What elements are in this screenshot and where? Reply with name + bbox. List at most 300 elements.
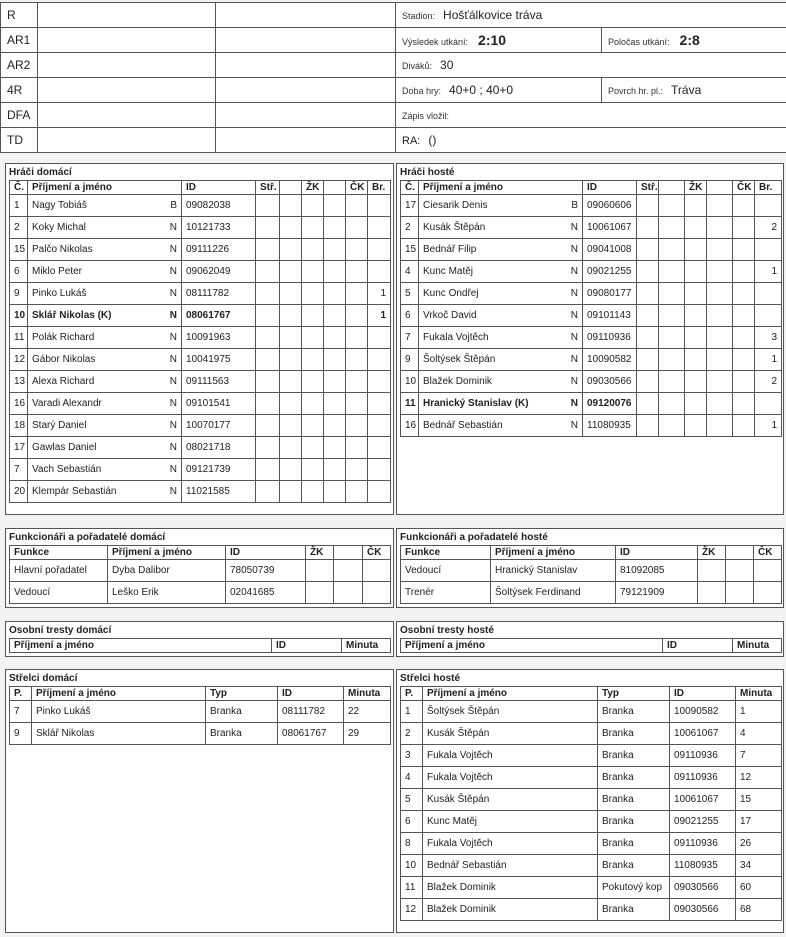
- player-id: 09101143: [583, 305, 637, 327]
- player-name-cell: [28, 415, 182, 437]
- players-away-rows: [401, 195, 782, 437]
- player-position: N: [169, 266, 177, 277]
- scorer-row: [10, 701, 391, 723]
- card-cell: [280, 437, 302, 459]
- player-goals: [368, 217, 391, 239]
- card-cell: [346, 349, 368, 371]
- card-cell: [726, 560, 754, 582]
- scorer-name: Blažek Dominik: [423, 899, 598, 921]
- scorer-row: [401, 701, 782, 723]
- player-row: [10, 371, 391, 393]
- player-number: 7: [10, 459, 28, 481]
- player-number: 17: [10, 437, 28, 459]
- scorer-minute: 60: [736, 877, 782, 899]
- card-cell: [256, 371, 280, 393]
- player-name: Koky Michal: [32, 222, 86, 233]
- scorer-id: 10061067: [670, 789, 736, 811]
- card-cell: [256, 437, 280, 459]
- card-cell: [302, 195, 324, 217]
- player-goals: [368, 195, 391, 217]
- card-cell: [637, 327, 659, 349]
- card-cell: [637, 415, 659, 437]
- card-cell: [637, 371, 659, 393]
- scorer-id: 09030566: [670, 899, 736, 921]
- card-cell: [733, 239, 755, 261]
- scorer-row: [401, 745, 782, 767]
- scorer-name: Sklář Nikolas: [32, 723, 206, 745]
- card-cell: [302, 239, 324, 261]
- scorer-minute: 12: [736, 767, 782, 789]
- card-cell: [324, 261, 346, 283]
- card-cell: [346, 481, 368, 503]
- player-name-cell: [28, 393, 182, 415]
- card-cell: [280, 481, 302, 503]
- staff-home-table: Funkce Příjmení a jméno ID ŽK ČK Hlavní pořadatel Dyba Dalibor 78050739 Vedoucí Leško Erik 02041685: [9, 545, 391, 604]
- scorer-id: 10090582: [670, 701, 736, 723]
- player-name: Kusák Štěpán: [423, 222, 486, 233]
- card-cell: [256, 481, 280, 503]
- player-position: N: [169, 244, 177, 255]
- players-home-table: Č. Příjmení a jméno ID Stř. ŽK ČK Br. 1 Nagy Tobiáš B 09082038 2 Koky Michal N 10121733 15 Palčo Nikolas N 09111226 6 Miklo Peter N 09062049 9 Pinko Lukáš N 08111782 1 10 Sklář Nikolas (K) N 08061767 1 11 Polák Richard N 10091963 12 Gábor Nikolas N 10041975 13 Alexa Richard N 09111563 16 Varadi Alexandr N 09101541 18 Starý Daniel N 10070177 17 Gawlas Daniel N 08021718 7 Vach Sebastián N 09121739 20 Klempár Sebastián N 11021585: [9, 180, 391, 503]
- player-position: N: [169, 464, 177, 475]
- section-title: Osobní tresty domácí: [9, 625, 112, 636]
- player-id: 10061067: [583, 217, 637, 239]
- player-name-cell: [419, 305, 583, 327]
- card-cell: [685, 283, 707, 305]
- player-id: 09041008: [583, 239, 637, 261]
- player-row: [10, 239, 391, 261]
- player-number: 17: [401, 195, 419, 217]
- scorer-type: Branka: [598, 855, 670, 877]
- section-title: Střelci domácí: [9, 673, 78, 684]
- player-id: 10091963: [182, 327, 256, 349]
- card-cell: [707, 371, 733, 393]
- card-cell: [346, 195, 368, 217]
- card-cell: [707, 349, 733, 371]
- player-name-cell: [28, 239, 182, 261]
- scorer-name: Kusák Štěpán: [423, 789, 598, 811]
- card-cell: [256, 393, 280, 415]
- player-goals: [368, 393, 391, 415]
- card-cell: [280, 195, 302, 217]
- card-cell: [733, 195, 755, 217]
- player-row: [401, 239, 782, 261]
- player-id: 09060606: [583, 195, 637, 217]
- player-name: Alexa Richard: [32, 376, 95, 387]
- card-cell: [707, 327, 733, 349]
- player-goals: [368, 349, 391, 371]
- scorer-order: 2: [401, 723, 423, 745]
- player-position: N: [169, 420, 177, 431]
- player-row: [10, 261, 391, 283]
- card-cell: [346, 415, 368, 437]
- card-cell: [685, 393, 707, 415]
- scorer-order: 6: [401, 811, 423, 833]
- player-number: 11: [401, 393, 419, 415]
- card-cell: [280, 283, 302, 305]
- player-goals: [368, 481, 391, 503]
- scorer-order: 11: [401, 877, 423, 899]
- player-name-cell: [28, 437, 182, 459]
- scorer-type: Branka: [598, 701, 670, 723]
- player-id: 09101541: [182, 393, 256, 415]
- card-cell: [685, 371, 707, 393]
- player-position: N: [570, 354, 578, 365]
- player-number: 9: [401, 349, 419, 371]
- players-home-section: [5, 163, 394, 515]
- player-position: B: [170, 200, 177, 211]
- player-row: [401, 415, 782, 437]
- scorer-row: [10, 723, 391, 745]
- card-cell: [256, 217, 280, 239]
- card-cell: [302, 261, 324, 283]
- scorer-minute: 15: [736, 789, 782, 811]
- player-number: 15: [10, 239, 28, 261]
- player-name: Fukala Vojtěch: [423, 332, 489, 343]
- card-cell: [280, 327, 302, 349]
- scorer-minute: 17: [736, 811, 782, 833]
- player-name: Starý Daniel: [32, 420, 87, 431]
- staff-id: 81092085: [616, 560, 698, 582]
- player-number: 10: [10, 305, 28, 327]
- scorer-order: 4: [401, 767, 423, 789]
- player-row: [10, 195, 391, 217]
- player-name-cell: [28, 217, 182, 239]
- card-cell: [324, 393, 346, 415]
- card-cell: [754, 582, 782, 604]
- card-cell: [256, 349, 280, 371]
- duration-cell: Doba hry: 40+0 ; 40+0: [396, 78, 602, 103]
- surface-cell: Povrch hr. pl.: Tráva: [602, 78, 786, 103]
- card-cell: [346, 217, 368, 239]
- player-id: 09110936: [583, 327, 637, 349]
- player-number: 10: [401, 371, 419, 393]
- card-cell: [637, 283, 659, 305]
- player-number: 6: [10, 261, 28, 283]
- official-code: 4R: [1, 78, 38, 103]
- player-number: 7: [401, 327, 419, 349]
- official-code: AR2: [1, 53, 38, 78]
- player-position: N: [169, 222, 177, 233]
- player-position: N: [169, 354, 177, 365]
- official-code: TD: [1, 128, 38, 153]
- player-name: Miklo Peter: [32, 266, 83, 277]
- player-id: 08111782: [182, 283, 256, 305]
- scorer-minute: 26: [736, 833, 782, 855]
- card-cell: [733, 305, 755, 327]
- staff-row: [10, 560, 391, 582]
- player-name-cell: [28, 481, 182, 503]
- card-cell: [659, 371, 685, 393]
- player-row: [10, 415, 391, 437]
- section-title: Osobní tresty hosté: [400, 625, 494, 636]
- player-goals: 1: [368, 305, 391, 327]
- scorer-type: Branka: [206, 701, 278, 723]
- card-cell: [685, 261, 707, 283]
- card-cell: [280, 393, 302, 415]
- player-name: Palčo Nikolas: [32, 244, 93, 255]
- scorer-minute: 7: [736, 745, 782, 767]
- card-cell: [707, 283, 733, 305]
- player-row: [10, 217, 391, 239]
- player-row: [10, 437, 391, 459]
- player-goals: 1: [368, 283, 391, 305]
- player-row: [401, 327, 782, 349]
- penalties-away-table: Příjmení a jméno ID Minuta: [400, 638, 782, 653]
- scorer-minute: 34: [736, 855, 782, 877]
- player-row: [10, 481, 391, 503]
- player-name: Blažek Dominik: [423, 376, 492, 387]
- card-cell: [733, 283, 755, 305]
- scorer-type: Branka: [598, 723, 670, 745]
- card-cell: [346, 305, 368, 327]
- result-value: 2:10: [478, 32, 507, 48]
- scorer-id: 09021255: [670, 811, 736, 833]
- card-cell: [306, 560, 334, 582]
- player-goals: 3: [755, 327, 782, 349]
- card-cell: [707, 195, 733, 217]
- staff-row: [401, 582, 782, 604]
- card-cell: [280, 261, 302, 283]
- card-cell: [334, 560, 363, 582]
- player-row: [401, 349, 782, 371]
- player-id: 09080177: [583, 283, 637, 305]
- scorers-home-table: P. Příjmení a jméno Typ ID Minuta 7 Pinko Lukáš Branka 08111782 22 9 Sklář Nikolas Branka 08061767 29: [9, 686, 391, 745]
- card-cell: [707, 261, 733, 283]
- staff-id: 78050739: [226, 560, 306, 582]
- player-position: N: [570, 420, 578, 431]
- scorer-minute: 22: [344, 701, 391, 723]
- staff-name: Dyba Dalibor: [108, 560, 226, 582]
- player-number: 4: [401, 261, 419, 283]
- player-id: 09021255: [583, 261, 637, 283]
- player-name-cell: [28, 349, 182, 371]
- player-name-cell: [419, 393, 583, 415]
- scorer-name: Kunc Matěj: [423, 811, 598, 833]
- player-position: N: [570, 288, 578, 299]
- player-id: 09062049: [182, 261, 256, 283]
- scorer-row: [401, 833, 782, 855]
- player-goals: [368, 239, 391, 261]
- player-id: 09111563: [182, 371, 256, 393]
- scorer-type: Pokutový kop: [598, 877, 670, 899]
- duration-value: 40+0 ; 40+0: [449, 83, 514, 97]
- scorer-type: Branka: [206, 723, 278, 745]
- card-cell: [659, 415, 685, 437]
- official-code: DFA: [1, 103, 38, 128]
- card-cell: [256, 415, 280, 437]
- scorers-home-section: [5, 669, 394, 933]
- scorer-type: Branka: [598, 899, 670, 921]
- player-name: Pinko Lukáš: [32, 288, 87, 299]
- player-name-cell: [419, 371, 583, 393]
- card-cell: [707, 393, 733, 415]
- stadium-value: Hošťálkovice tráva: [443, 8, 543, 22]
- scorer-minute: 1: [736, 701, 782, 723]
- card-cell: [363, 582, 391, 604]
- card-cell: [256, 305, 280, 327]
- player-name-cell: [28, 283, 182, 305]
- penalties-home-section: [5, 621, 394, 657]
- scorer-id: 09110936: [670, 745, 736, 767]
- player-name: Klempár Sebastián: [32, 486, 117, 497]
- scorer-id: 09030566: [670, 877, 736, 899]
- card-cell: [346, 283, 368, 305]
- player-goals: [755, 393, 782, 415]
- player-row: [401, 217, 782, 239]
- card-cell: [733, 261, 755, 283]
- staff-name: Leško Erik: [108, 582, 226, 604]
- player-row: [10, 305, 391, 327]
- staff-away-table: Funkce Příjmení a jméno ID ŽK ČK Vedoucí Hranický Stanislav 81092085 Trenér Šoltýsek Ferdinand 79121909: [400, 545, 782, 604]
- stadium-cell: Stadion: Hošťálkovice tráva: [396, 3, 786, 28]
- player-goals: 1: [755, 349, 782, 371]
- player-name-cell: [419, 283, 583, 305]
- player-row: [401, 283, 782, 305]
- player-name-cell: [28, 371, 182, 393]
- card-cell: [280, 349, 302, 371]
- player-row: [10, 459, 391, 481]
- scorer-name: Šoltýsek Štěpán: [423, 701, 598, 723]
- scorer-id: 09110936: [670, 833, 736, 855]
- scorer-id: 11080935: [670, 855, 736, 877]
- staff-name: Hranický Stanislav: [491, 560, 616, 582]
- players-home-rows: [10, 195, 391, 503]
- player-position: N: [570, 310, 578, 321]
- card-cell: [302, 481, 324, 503]
- staff-row: [10, 582, 391, 604]
- scorer-row: [401, 877, 782, 899]
- card-cell: [726, 582, 754, 604]
- staff-role: Trenér: [401, 582, 491, 604]
- card-cell: [733, 327, 755, 349]
- player-number: 6: [401, 305, 419, 327]
- player-name-cell: [419, 261, 583, 283]
- card-cell: [637, 393, 659, 415]
- card-cell: [280, 371, 302, 393]
- player-goals: [755, 283, 782, 305]
- player-name-cell: [28, 195, 182, 217]
- scorer-name: Fukala Vojtěch: [423, 833, 598, 855]
- scorer-order: 10: [401, 855, 423, 877]
- players-away-section: [396, 163, 784, 515]
- player-row: [10, 393, 391, 415]
- player-position: N: [169, 486, 177, 497]
- player-goals: [368, 261, 391, 283]
- player-number: 2: [10, 217, 28, 239]
- card-cell: [659, 217, 685, 239]
- scorer-type: Branka: [598, 789, 670, 811]
- card-cell: [346, 327, 368, 349]
- card-cell: [685, 195, 707, 217]
- scorer-name: Pinko Lukáš: [32, 701, 206, 723]
- player-number: 12: [10, 349, 28, 371]
- card-cell: [324, 459, 346, 481]
- scorer-row: [401, 789, 782, 811]
- player-id: 09111226: [182, 239, 256, 261]
- scorer-order: 5: [401, 789, 423, 811]
- scorer-minute: 68: [736, 899, 782, 921]
- player-goals: 2: [755, 217, 782, 239]
- player-id: 09030566: [583, 371, 637, 393]
- card-cell: [346, 371, 368, 393]
- scorer-row: [401, 767, 782, 789]
- player-goals: [368, 415, 391, 437]
- player-row: [401, 371, 782, 393]
- scorer-order: 8: [401, 833, 423, 855]
- card-cell: [346, 393, 368, 415]
- staff-away-section: [396, 528, 784, 608]
- card-cell: [324, 327, 346, 349]
- card-cell: [334, 582, 363, 604]
- player-id: 08061767: [182, 305, 256, 327]
- player-name: Šoltýsek Štěpán: [423, 354, 496, 365]
- card-cell: [685, 217, 707, 239]
- player-name: Gábor Nikolas: [32, 354, 96, 365]
- player-number: 9: [10, 283, 28, 305]
- card-cell: [698, 560, 726, 582]
- card-cell: [280, 305, 302, 327]
- card-cell: [707, 239, 733, 261]
- player-row: [401, 261, 782, 283]
- card-cell: [754, 560, 782, 582]
- player-number: 13: [10, 371, 28, 393]
- penalties-home-table: Příjmení a jméno ID Minuta: [9, 638, 391, 653]
- player-name: Kunc Ondřej: [423, 288, 479, 299]
- card-cell: [659, 195, 685, 217]
- scorers-away-section: [396, 669, 784, 933]
- card-cell: [302, 305, 324, 327]
- scorer-type: Branka: [598, 767, 670, 789]
- card-cell: [346, 459, 368, 481]
- card-cell: [733, 393, 755, 415]
- player-id: 11080935: [583, 415, 637, 437]
- player-goals: [368, 371, 391, 393]
- player-position: N: [570, 398, 578, 409]
- player-name: Vach Sebastián: [32, 464, 102, 475]
- player-name: Ciesarik Denis: [423, 200, 488, 211]
- staff-row: [401, 560, 782, 582]
- card-cell: [659, 393, 685, 415]
- card-cell: [324, 217, 346, 239]
- player-position: N: [169, 376, 177, 387]
- card-cell: [637, 261, 659, 283]
- staff-role: Vedoucí: [10, 582, 108, 604]
- scorer-order: 9: [10, 723, 32, 745]
- card-cell: [659, 327, 685, 349]
- player-goals: [368, 437, 391, 459]
- scorer-row: [401, 723, 782, 745]
- player-row: [10, 283, 391, 305]
- card-cell: [256, 261, 280, 283]
- card-cell: [659, 305, 685, 327]
- player-name-cell: [419, 415, 583, 437]
- card-cell: [733, 349, 755, 371]
- player-position: N: [570, 332, 578, 343]
- scorer-type: Branka: [598, 745, 670, 767]
- card-cell: [659, 283, 685, 305]
- player-name: Polák Richard: [32, 332, 95, 343]
- player-name-cell: [419, 217, 583, 239]
- card-cell: [733, 415, 755, 437]
- player-name: Sklář Nikolas (K): [32, 310, 112, 321]
- player-id: 09120076: [583, 393, 637, 415]
- ra-cell: RA: (): [396, 128, 786, 153]
- scorer-name: Kusák Štěpán: [423, 723, 598, 745]
- card-cell: [256, 195, 280, 217]
- player-position: N: [169, 288, 177, 299]
- player-position: N: [169, 332, 177, 343]
